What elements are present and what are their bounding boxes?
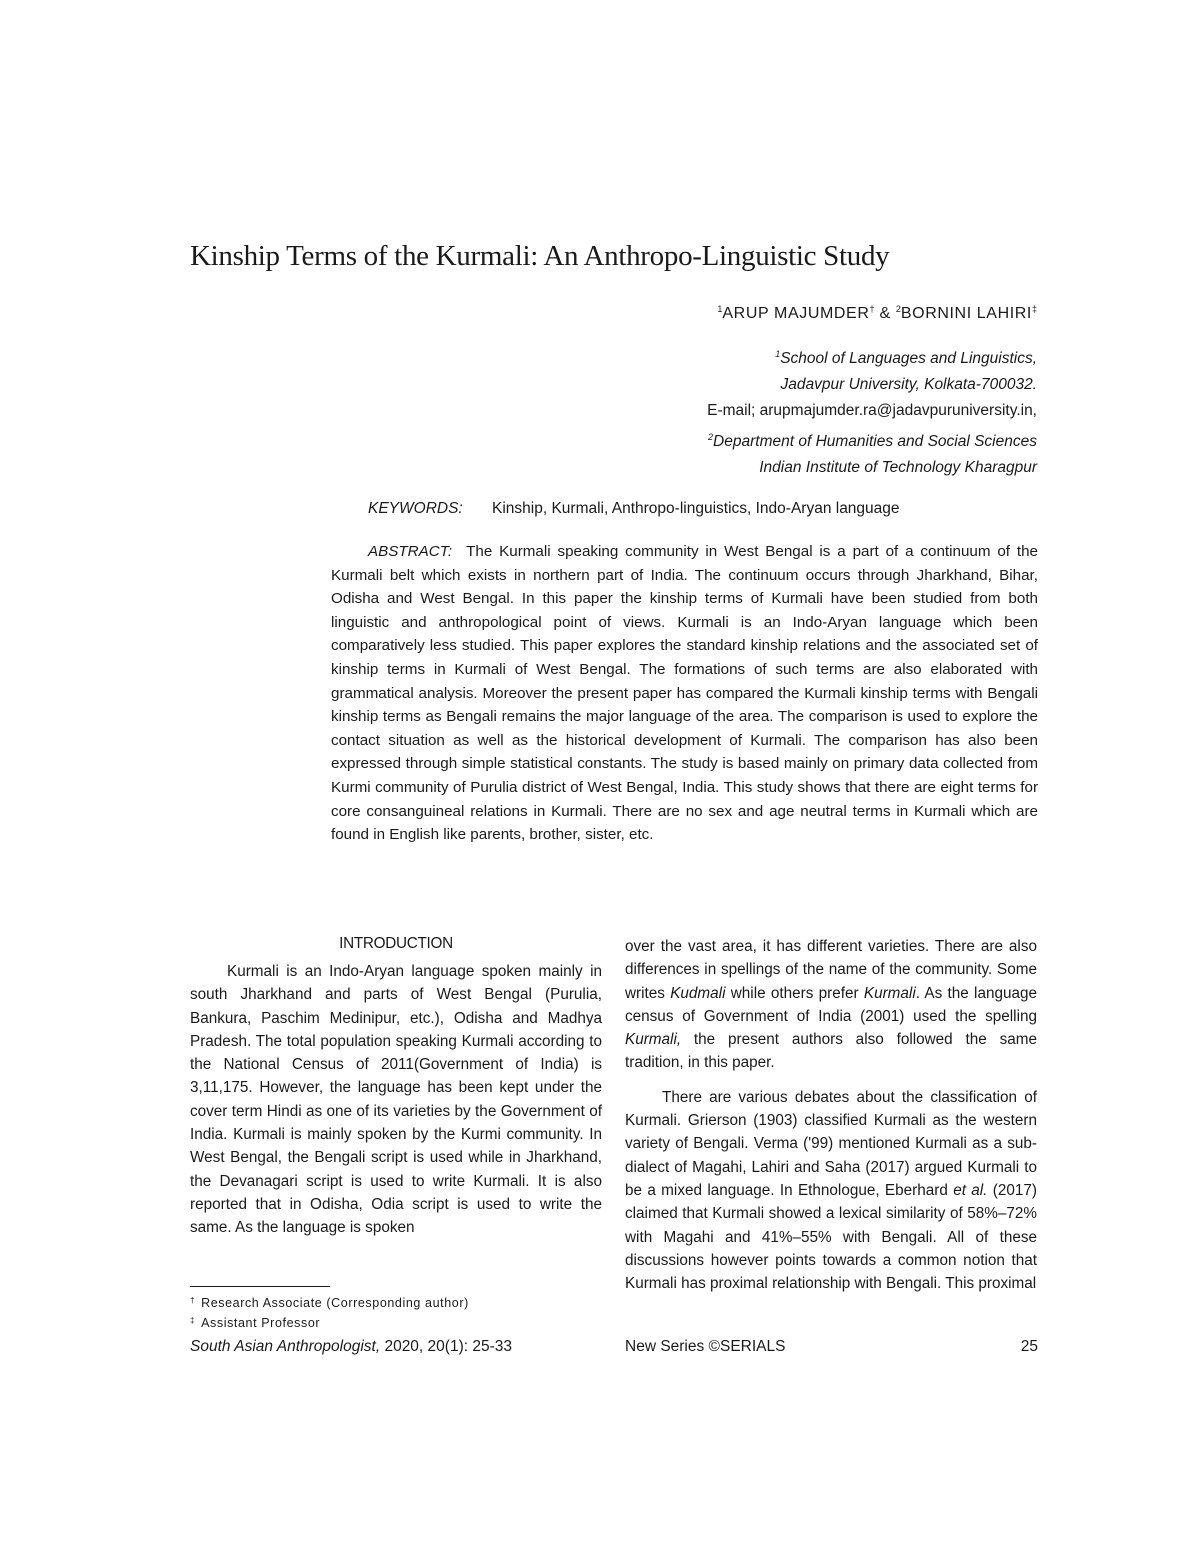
paragraph-text: (2017) claimed that Kurmali showed a lexical similarity of 58%–72% with Magahi and 41%–55% with Bengali. All of these discussions however points towards a common notion that Kurmali has proximal relationship with Bengali. This proximal xyxy=(625,1181,1037,1293)
author2-footnote-mark: ‡ xyxy=(1031,304,1037,314)
page-number: 25 xyxy=(1020,1338,1038,1355)
footnote-1 xyxy=(190,1292,469,1312)
term-kurmali: Kurmali, xyxy=(625,1031,682,1049)
affiliations xyxy=(707,341,1037,481)
term-et-al: et al. xyxy=(953,1181,988,1199)
paper-title: Kinship Terms of the Kurmali: An Anthropo-Linguistic Study xyxy=(190,240,890,272)
abstract-block xyxy=(331,540,1038,847)
author1-number: 1 xyxy=(717,304,723,314)
author2-name: BORNINI LAHIRI xyxy=(900,305,1032,322)
right-column xyxy=(625,935,1037,1295)
paragraph-text: while others prefer xyxy=(725,984,864,1002)
paragraph-text: There are various debates about the classification of Kurmali. Grierson (1903) classified Kurmali as the western variety of Bengali. Verma ('99) mentioned Kurmali as a sub-dialect of Magahi, Lahiri and Saha (2017) argued Kurmali to be a mixed language. In Ethnologue, Eberhard xyxy=(625,1088,1037,1199)
affiliation2-number: 2 xyxy=(708,432,714,442)
footnote-1-text: Research Associate (Corresponding author) xyxy=(201,1296,469,1310)
author-line xyxy=(717,304,1037,323)
abstract-text: The Kurmali speaking community in West Bengal is a part of a continuum of the Kurmali belt which exists in northern part of India. The continuum occurs through Jharkhand, Bihar, Odisha and West Bengal. In this paper the kinship terms of Kurmali have been studied from both linguistic and anthropological point of views. Kurmali is an Indo-Aryan language which been comparatively less studied. This paper explores the standard kinship relations and the associated set of kinship terms in Kurmali of West Bengal. The formations of such terms are also elaborated with grammatical analysis. Moreover the present paper has compared the Kurmali kinship terms with Bengali kinship terms as Bengali remains the major language of the area. The comparison is used to explore the contact situation as well as the historical development of Kurmali. The comparison has also been expressed through simple statistical constants. The study is based mainly on primary data collected from Kurmi community of Purulia district of West Bengal, India. This study shows that there are eight terms for core consanguineal relations in Kurmali. There are no sex and age neutral terms in Kurmali which are found in English like parents, brother, sister, etc. xyxy=(331,543,1038,844)
footnotes xyxy=(190,1292,469,1332)
affiliation2-line2: Indian Institute of Technology Kharagpur xyxy=(759,459,1037,476)
left-column xyxy=(190,960,602,1240)
affiliation1-line1-text: School of Languages and Linguistics, xyxy=(780,350,1037,367)
affiliation1-line2: Jadavpur University, Kolkata-700032. xyxy=(780,376,1037,393)
journal-name: South Asian Anthropologist, xyxy=(190,1338,381,1355)
affiliation2-line1 xyxy=(707,424,1037,455)
footnote-2-text: Assistant Professor xyxy=(201,1316,321,1330)
term-kurmali: Kurmali xyxy=(863,984,916,1002)
intro-paragraph-1: Kurmali is an Indo-Aryan language spoken mainly in south Jharkhand and parts of West Bengal (Purulia, Bankura, Paschim Medinipur, etc.), Odisha and Madhya Pradesh. The total population speaking Kurmali according to the National Census of 2011(Government of India) is 3,11,175. However, the language has been kept under the cover term Hindi as one of its varieties by the Government of India. Kurmali is mainly spoken by the Kurmi community. In West Bengal, the Bengali script is used while in Jharkhand, the Devanagari script is used to write Kurmali. It is also reported that in Odisha, Odia script is used to write the same. As the language is spoken xyxy=(190,963,602,1237)
intro-paragraph-3 xyxy=(625,1086,1037,1296)
intro-paragraph-2 xyxy=(625,935,1037,1075)
term-kudmali: Kudmali xyxy=(670,984,726,1002)
author-separator: & xyxy=(874,305,896,322)
author1-footnote-mark: † xyxy=(869,304,875,314)
abstract-label: ABSTRACT: xyxy=(368,543,453,560)
author2-number: 2 xyxy=(895,304,901,314)
author-email: E-mail; arupmajumder.ra@jadavpuruniversity.in, xyxy=(707,402,1037,419)
keywords-text: Kinship, Kurmali, Anthropo-linguistics, Indo-Aryan language xyxy=(492,500,900,517)
footnote-2 xyxy=(190,1312,469,1332)
paragraph-text: over the vast area, it has different varieties. There are also differences in spellings of the name of the community. Some writes xyxy=(625,938,1037,1002)
footnote-1-mark: † xyxy=(190,1296,196,1305)
publisher-series: New Series ©SERIALS xyxy=(625,1338,786,1355)
paragraph-text: the present authors also followed the same tradition, in this paper. xyxy=(625,1031,1037,1072)
keywords-label: KEYWORDS: xyxy=(368,500,463,517)
affiliation1-number: 1 xyxy=(775,349,781,359)
section-heading-introduction: INTRODUCTION xyxy=(339,935,453,952)
keywords-block xyxy=(368,500,1048,518)
paragraph-text: . As the language census of Government of India (2001) used the spelling xyxy=(625,984,1037,1025)
affiliation2-line1-text: Department of Humanities and Social Sciences xyxy=(713,433,1037,450)
citation-details: 2020, 20(1): 25-33 xyxy=(380,1338,512,1355)
footnote-2-mark: ‡ xyxy=(190,1316,196,1325)
journal-citation xyxy=(190,1338,512,1356)
affiliation1-line1 xyxy=(707,341,1037,372)
footnote-divider xyxy=(190,1286,330,1287)
author1-name: ARUP MAJUMDER xyxy=(722,305,870,322)
